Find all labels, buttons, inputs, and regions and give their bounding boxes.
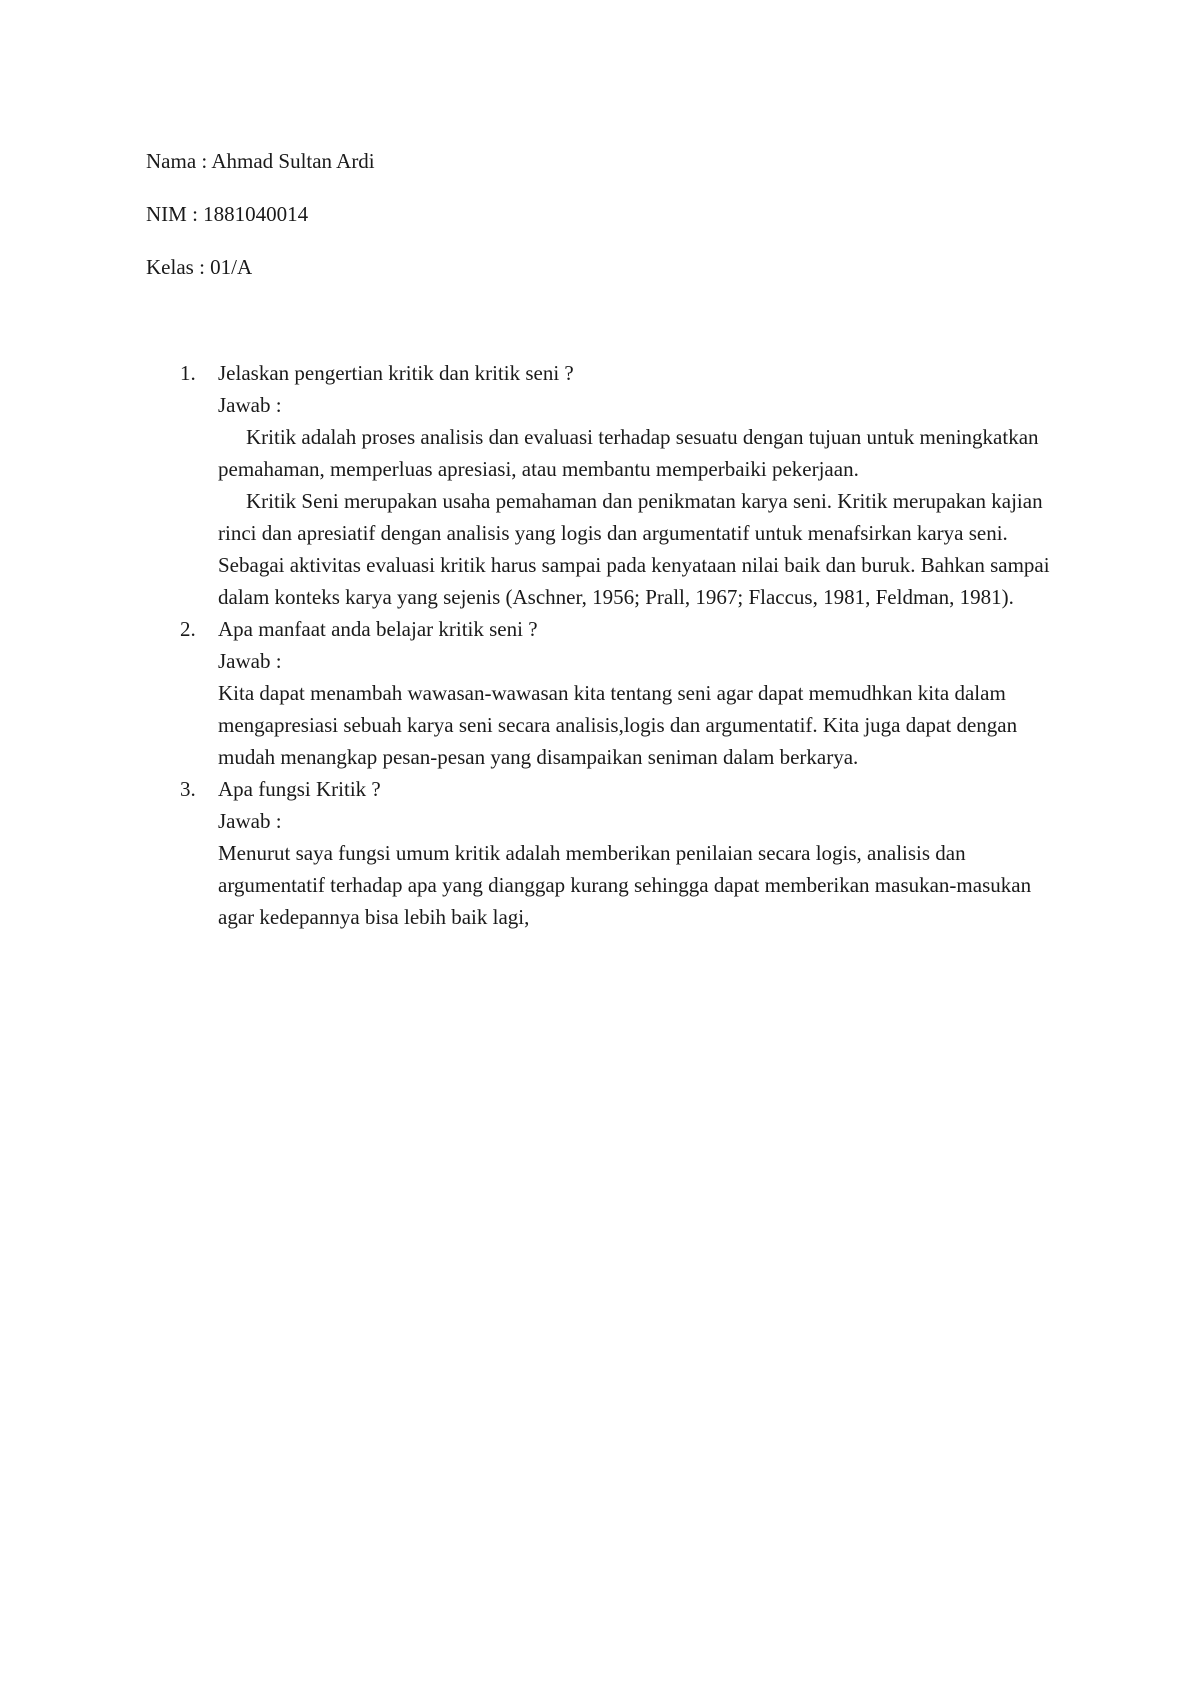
question-number: 2.	[180, 617, 196, 641]
answer-label: Jawab :	[218, 649, 282, 673]
question-number: 3.	[180, 777, 196, 801]
student-name: Nama : Ahmad Sultan Ardi	[146, 149, 375, 173]
answer-label: Jawab :	[218, 809, 282, 833]
question-item-3	[180, 773, 1060, 933]
question-text: Apa fungsi Kritik ?	[218, 777, 381, 801]
question-item-1	[180, 357, 1060, 613]
question-item-2	[180, 613, 1060, 773]
question-list	[180, 357, 1060, 933]
question-number: 1.	[180, 361, 196, 385]
answer-paragraph: Kritik adalah proses analisis dan evaluasi terhadap sesuatu dengan tujuan untuk meningkatkan pemahaman, memperluas apresiasi, atau membantu memperbaiki pekerjaan.	[218, 425, 1039, 481]
question-text: Apa manfaat anda belajar kritik seni ?	[218, 617, 538, 641]
question-text: Jelaskan pengertian kritik dan kritik seni ?	[218, 361, 574, 385]
student-class: Kelas : 01/A	[146, 255, 253, 279]
answer-paragraph: Menurut saya fungsi umum kritik adalah memberikan penilaian secara logis, analisis dan argumentatif terhadap apa yang dianggap kurang sehingga dapat memberikan masukan-masukan agar kedepannya bisa lebih baik lagi,	[218, 841, 1032, 929]
answer-paragraph: Kritik Seni merupakan usaha pemahaman dan penikmatan karya seni. Kritik merupakan kajian rinci dan apresiatif dengan analisis yang logis dan argumentatif untuk menafsirkan karya seni. Sebagai aktivitas evaluasi kritik harus sampai pada kenyataan nilai baik dan buruk. Bahkan sampai dalam konteks karya yang sejenis (Aschner, 1956; Prall, 1967; Flaccus, 1981, Feldman, 1981).	[218, 489, 1050, 609]
answer-label: Jawab :	[218, 393, 282, 417]
student-info	[146, 146, 1046, 305]
answer-paragraph: Kita dapat menambah wawasan-wawasan kita tentang seni agar dapat memudhkan kita dalam mengapresiasi sebuah karya seni secara analisis,logis dan argumentatif. Kita juga dapat dengan mudah menangkap pesan-pesan yang disampaikan seniman dalam berkarya.	[218, 681, 1018, 769]
student-nim: NIM : 1881040014	[146, 202, 309, 226]
